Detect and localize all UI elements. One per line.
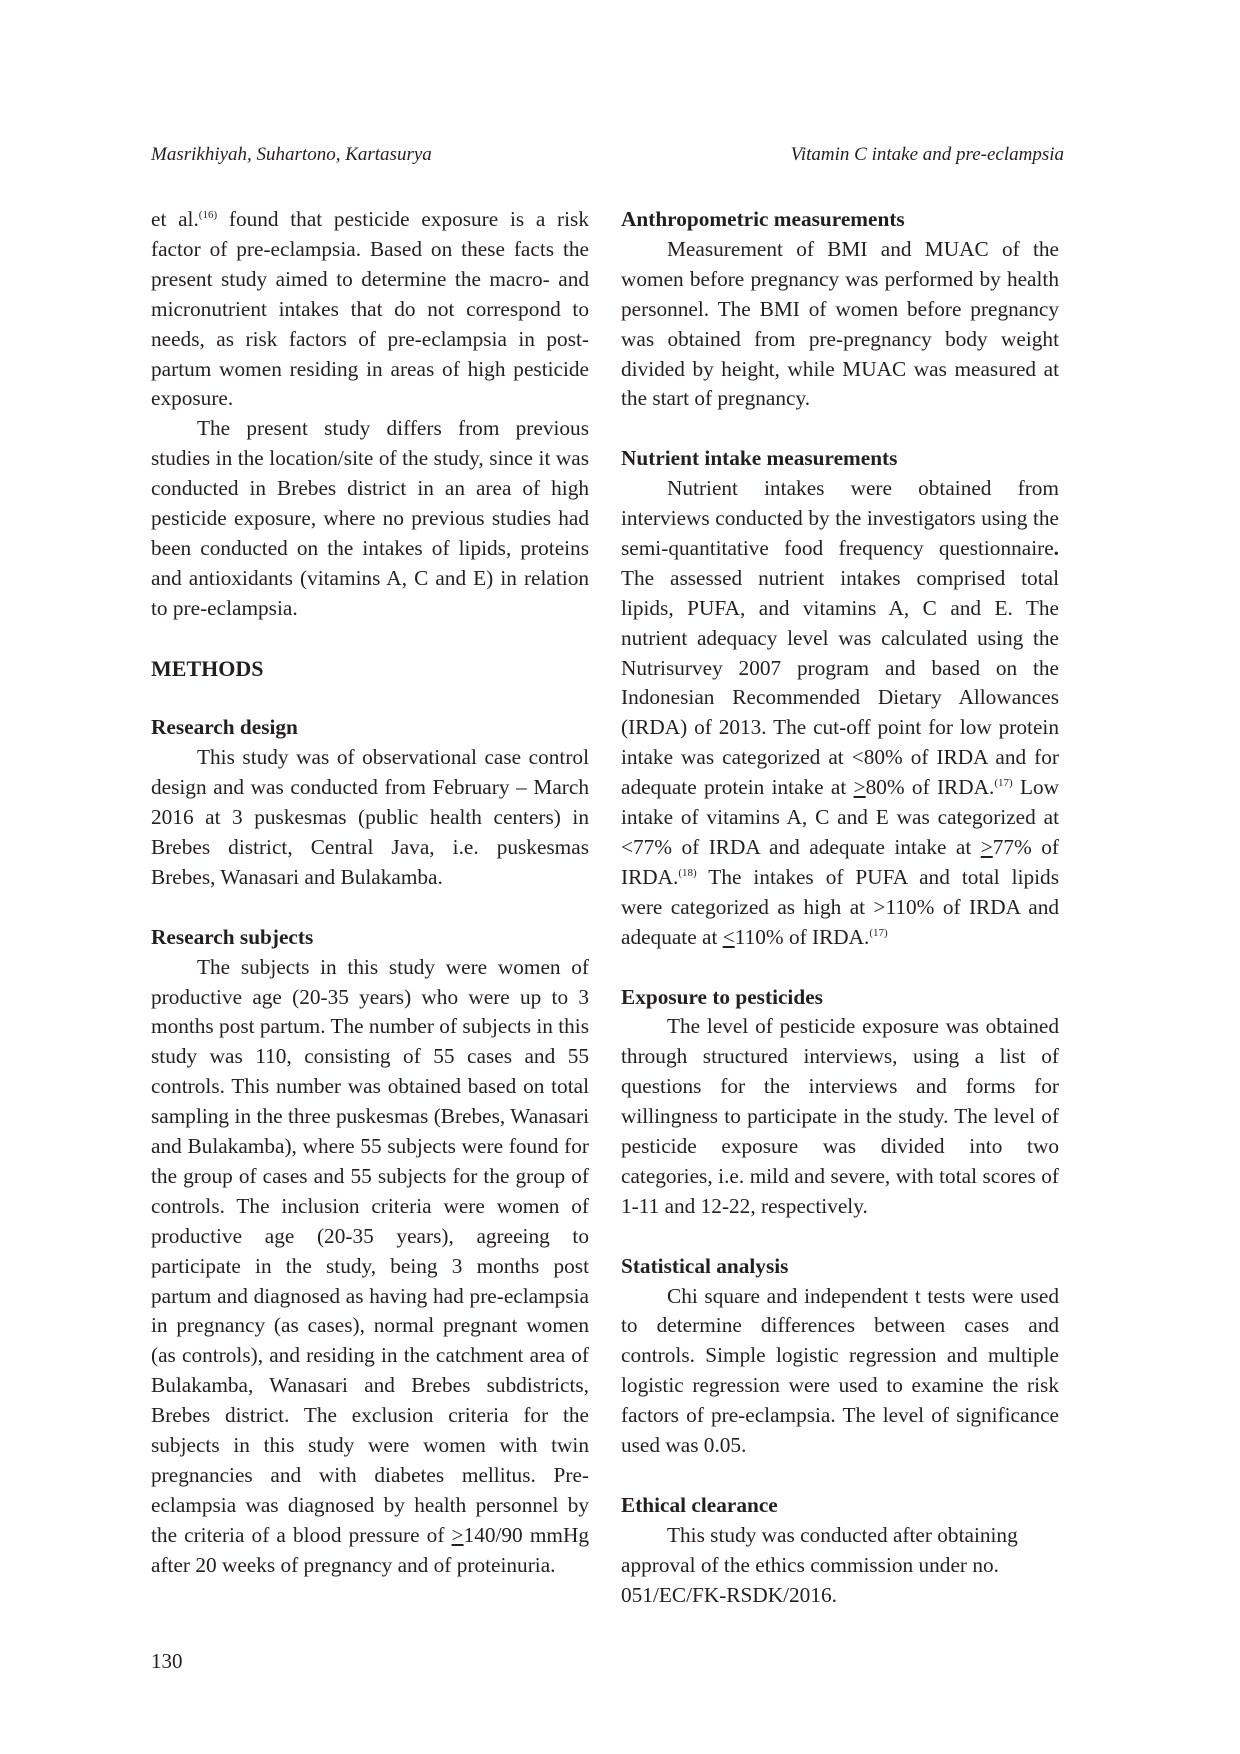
- subheading-statistical-analysis: Statistical analysis: [621, 1253, 789, 1278]
- underlined-symbol: >: [853, 775, 866, 800]
- text-run: found that pesticide exposure is a risk factor of pre-eclampsia. Based on these facts the present study aimed to determine the macro- and micronutrient intakes that do not correspond to needs, as risk factors of pre-eclampsia in post-partum women residing in areas of high pesticide exposure.: [151, 207, 589, 411]
- subheading-ethical-clearance: Ethical clearance: [621, 1492, 778, 1517]
- underlined-symbol: >: [980, 835, 993, 860]
- research-design-paragraph: This study was of observational case control design and was conducted from February – March 2016 at 3 puskesmas (public health centers) in Brebes district, Central Java, i.e. puskesmas Brebes, Wanasari and Bulakamba.: [151, 745, 589, 889]
- text-run: The assessed nutrient intakes comprised total lipids, PUFA, and vitamins A, C and E. The nutrient adequacy level was calculated using the Nutrisurvey 2007 program and based on the Indonesian Recommended Dietary Allowances (IRDA) of 2013. The cut-off point for low protein intake was categorized at <80% of IRDA and for adequate protein intake at: [621, 565, 1059, 800]
- text-run: Low intake of vitamins A, C and E was categorized at <77% of IRDA and adequate intake at: [621, 775, 1060, 860]
- text-run: 140/90 mmHg after 20 weeks of pregnancy and of proteinuria.: [151, 1522, 589, 1577]
- text-run: et al.: [151, 207, 199, 231]
- underlined-symbol: >: [451, 1522, 464, 1547]
- research-subjects-paragraph: [151, 953, 589, 1581]
- anthropometric-paragraph: Measurement of BMI and MUAC of the women before pregnancy was performed by health personnel. The BMI of women before pregnancy was obtained from pre-pregnancy body weight divided by height, while MUAC was measured at the start of pregnancy.: [621, 236, 1059, 411]
- citation-18: (18): [678, 866, 697, 879]
- bold-period: .: [1053, 535, 1059, 560]
- text-run: Nutrient intakes were obtained from interviews conducted by the investigators using the semi-quantitative food frequency questionnaire: [621, 476, 1059, 560]
- page-number: 130: [151, 1649, 183, 1673]
- citation-16: (16): [198, 208, 218, 221]
- intro-paragraph-continued: [151, 205, 589, 414]
- underlined-symbol: <: [722, 924, 735, 949]
- subheading-nutrient-intake: Nutrient intake measurements: [621, 446, 898, 471]
- exposure-paragraph: The level of pesticide exposure was obtained through structured interviews, using a list of questions for the interviews and forms for willingness to participate in the study. The level of pesticide exposure was divided into two categories, i.e. mild and severe, with total scores of 1-11 and 12-22, respectively.: [621, 1014, 1059, 1218]
- citation-17: (17): [869, 926, 888, 939]
- citation-17: (17): [994, 777, 1013, 790]
- subheading-research-subjects: Research subjects: [151, 924, 314, 949]
- right-column: [621, 205, 1059, 1611]
- intro-paragraph-2: The present study differs from previous studies in the location/site of the study, since it was conducted in Brebes district in an area of high pesticide exposure, where no previous studies had been conducted on the intakes of lipids, proteins and antioxidants (vitamins A, C and E) in relation to pre-eclampsia.: [151, 416, 589, 620]
- text-run: 80% of IRDA.: [865, 775, 995, 800]
- running-head-title: Vitamin C intake and pre-eclampsia: [790, 144, 1064, 165]
- subheading-exposure: Exposure to pesticides: [621, 984, 823, 1009]
- statistical-analysis-paragraph: Chi square and independent t tests were used to determine differences between cases and controls. Simple logistic regression and multiple logistic regression were used to examine the risk factors of pre-eclampsia. The level of significance used was 0.05.: [621, 1283, 1059, 1458]
- text-run: 110% of IRDA.: [734, 924, 870, 949]
- text-run: 77% of IRDA.: [621, 835, 1059, 889]
- text-run: The subjects in this study were women of productive age (20-35 years) who were up to 3 months post partum. The number of subjects in this study was 110, consisting of 55 cases and 55 controls. This number was obtained based on total sampling in the three puskesmas (Brebes, Wanasari and Bulakamba), where 55 subjects were found for the group of cases and 55 subjects for the group of controls. The inclusion criteria were women of productive age (20-35 years), agreeing to participate in the study, being 3 months post partum and diagnosed as having had pre-eclampsia in pregnancy (as cases), normal pregnant women (as controls), and residing in the catchment area of Bulakamba, Wanasari and Brebes subdistricts, Brebes district. The exclusion criteria for the subjects in this study were women with twin pregnancies and with diabetes mellitus. Pre-eclampsia was diagnosed by health personnel by the criteria of a blood pressure of: [151, 954, 589, 1547]
- nutrient-intake-paragraph: [621, 474, 1059, 953]
- ethical-clearance-paragraph: This study was conducted after obtaining approval of the ethics commission under no. 051/EC/FK-RSDK/2016.: [621, 1522, 1018, 1607]
- left-column: [151, 205, 589, 1581]
- section-heading-methods: METHODS: [151, 655, 264, 681]
- subheading-research-design: Research design: [151, 715, 298, 740]
- running-head-authors: Masrikhiyah, Suhartono, Kartasurya: [151, 144, 432, 165]
- text-run: The intakes of PUFA and total lipids were categorized as high at >110% of IRDA and adequate at: [621, 864, 1059, 949]
- subheading-anthropometric: Anthropometric measurements: [621, 207, 905, 231]
